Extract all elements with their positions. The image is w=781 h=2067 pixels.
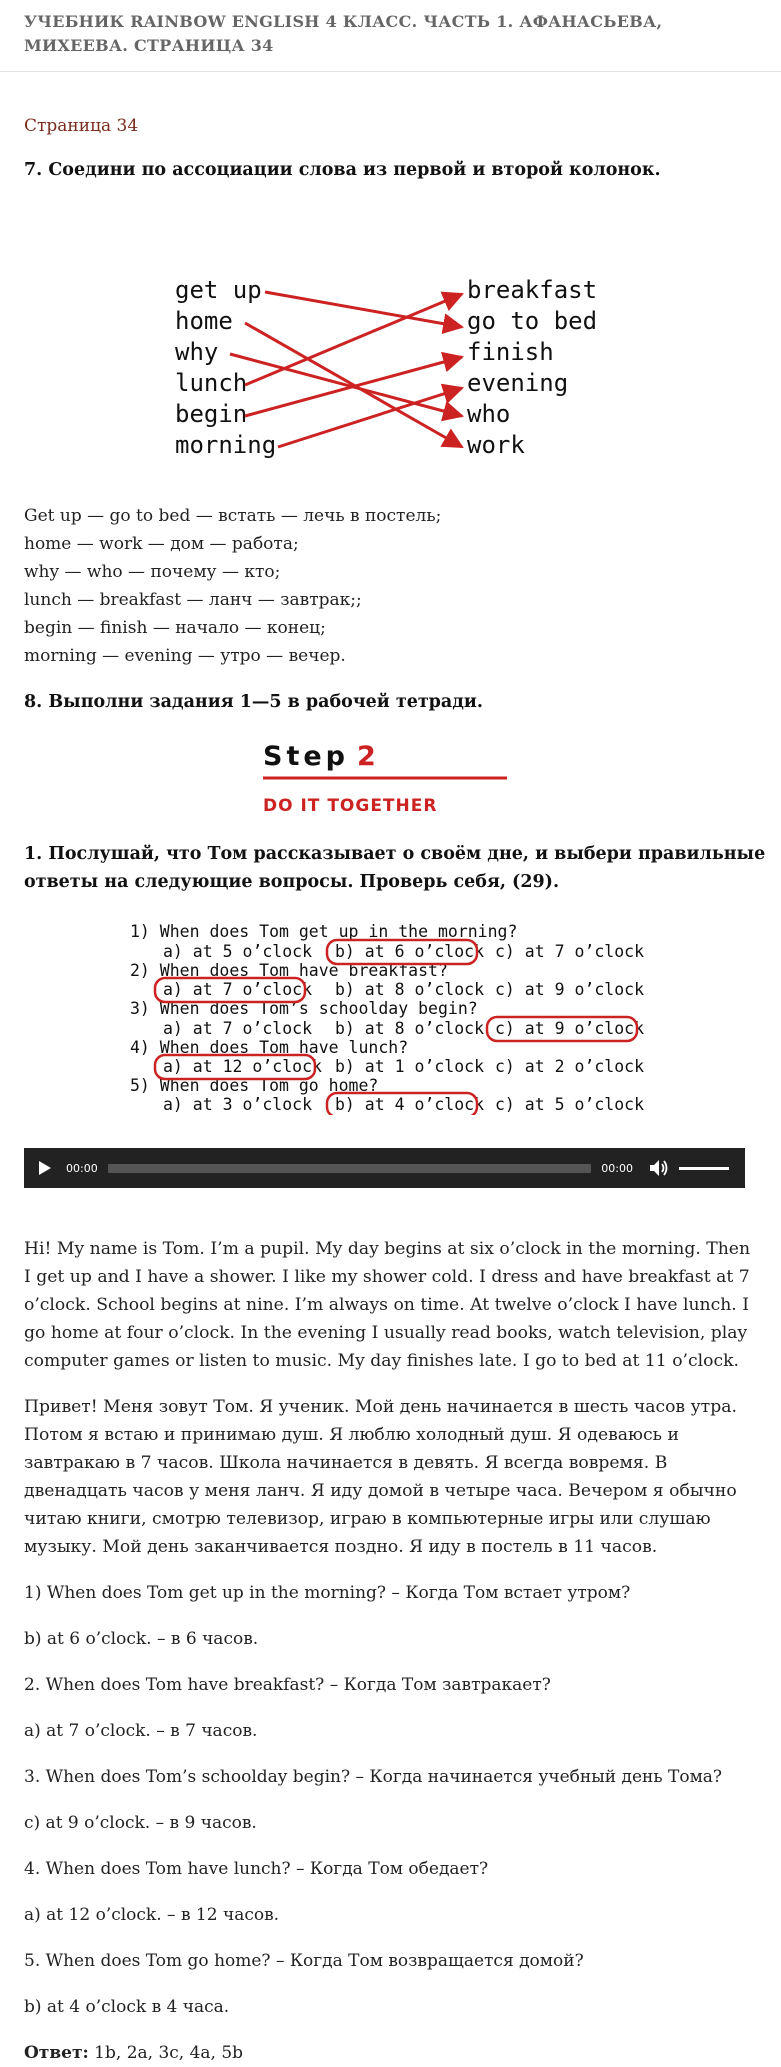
step-subtitle: DO IT TOGETHER xyxy=(263,796,438,816)
play-button[interactable] xyxy=(34,1157,56,1179)
q5-option-a: a) at 3 o’clock xyxy=(163,1095,313,1114)
right-word-4: evening xyxy=(467,369,569,397)
play-icon xyxy=(38,1160,52,1176)
task8-title: 8. Выполни задания 1—5 в рабочей тетради. xyxy=(24,692,483,712)
current-time: 00:00 xyxy=(66,1161,98,1175)
right-word-2: go to bed xyxy=(467,307,598,335)
q4-option-b: b) at 1 o’clock xyxy=(335,1057,485,1076)
qa-line-2: b) at 6 o’clock. – в 6 часов. xyxy=(24,1629,259,1649)
assoc-answer-3: why — who — почему — кто; xyxy=(24,562,281,582)
q5-option-b: b) at 4 o’clock xyxy=(335,1095,485,1114)
step-word: Step xyxy=(263,741,349,772)
task1-title-line1: 1. Послушай, что Том рассказывает о своём дне, и выбери правильные xyxy=(24,844,766,864)
volume-icon[interactable] xyxy=(649,1157,671,1179)
assoc-answer-4: lunch — breakfast — ланч — завтрак;; xyxy=(24,590,362,610)
qa-line-5: 3. When does Tom’s schoolday begin? – Когда начинается учебный день Тома? xyxy=(24,1767,723,1787)
answer-value: 1b, 2a, 3c, 4a, 5b xyxy=(88,2043,244,2063)
right-word-3: finish xyxy=(467,338,554,366)
audio-player xyxy=(24,1148,745,1188)
story-russian: Привет! Меня зовут Том. Я ученик. Мой день начинается в шесть часов утра. Потом я встаю и принимаю душ. Я люблю холодный душ. Я одеваюсь и завтракаю в 7 часов. Школа начинается в девять. Я всегда вовремя. В двенадцать часов у меня ланч. Я иду домой в четыре часа. Вечером я обычно читаю книги, смотрю телевизор, играю в компьютерные игры или слушаю музыку. Мой день заканчивается поздно. Я иду в постель в 11 часов. xyxy=(24,1397,737,1557)
question-5: 5) When does Tom go home? xyxy=(130,1076,379,1095)
q2-option-c: c) at 9 o’clock xyxy=(495,980,645,999)
left-word-1: get up xyxy=(175,276,262,304)
right-word-5: who xyxy=(467,400,511,428)
qa-line-6: c) at 9 o’clock. – в 9 часов. xyxy=(24,1813,257,1833)
question-4: 4) When does Tom have lunch? xyxy=(130,1038,409,1057)
left-word-3: why xyxy=(175,338,219,366)
qa-line-7: 4. When does Tom have lunch? – Когда Том обедает? xyxy=(24,1859,489,1879)
q4-option-a: a) at 12 o’clock xyxy=(163,1057,322,1076)
q1-option-c: c) at 7 o’clock xyxy=(495,942,645,961)
page-header xyxy=(0,0,781,72)
q5-option-c: c) at 5 o’clock xyxy=(495,1095,645,1114)
left-word-2: home xyxy=(175,307,233,335)
right-word-1: breakfast xyxy=(467,276,598,304)
story-english: Hi! My name is Tom. I’m a pupil. My day begins at six o’clock in the morning. Then I get up and I have a shower. I like my shower cold. I dress and have breakfast at 7 o’clock. School begins at nine. I’m always on time. At twelve o’clock I have lunch. I go home at four o’clock. In the evening I usually read books, watch television, play computer games or listen to music. My day finishes late. I go to bed at 11 o’clock. xyxy=(24,1239,751,1371)
q2-option-a: a) at 7 o’clock xyxy=(163,980,313,999)
qa-line-4: a) at 7 o’clock. – в 7 часов. xyxy=(24,1721,258,1741)
left-word-5: begin xyxy=(175,400,248,428)
step-number: 2 xyxy=(357,741,376,772)
q1-option-b: b) at 6 o’clock xyxy=(335,942,485,961)
page-label: Страница 34 xyxy=(24,116,139,136)
volume-slider[interactable] xyxy=(679,1167,729,1170)
exercise-block xyxy=(125,915,645,1115)
question-2: 2) When does Tom have breakfast? xyxy=(130,961,448,980)
step-banner xyxy=(260,732,520,820)
arrow-why-who xyxy=(230,354,462,416)
assoc-answer-1: Get up — go to bed — встать — лечь в постель; xyxy=(24,506,442,526)
qa-line-3: 2. When does Tom have breakfast? – Когда Том завтракает? xyxy=(24,1675,551,1695)
left-word-4: lunch xyxy=(175,369,248,397)
assoc-answer-6: morning — evening — утро — вечер. xyxy=(24,646,346,666)
qa-line-1: 1) When does Tom get up in the morning? – Когда Том встает утром? xyxy=(24,1583,631,1603)
q2-option-b: b) at 8 o’clock xyxy=(335,980,485,999)
question-1: 1) When does Tom get up in the morning? xyxy=(130,922,518,941)
q1-option-a: a) at 5 o’clock xyxy=(163,942,313,961)
header-title: УЧЕБНИК RAINBOW ENGLISH 4 КЛАСС. ЧАСТЬ 1. АФАНАСЬЕВА, МИХЕЕВА. СТРАНИЦА 34 xyxy=(24,12,663,55)
final-answer xyxy=(24,2039,243,2067)
q3-option-c: c) at 9 o’clock xyxy=(495,1019,645,1038)
arrow-morning-evening xyxy=(278,388,462,447)
answer-label: Ответ: xyxy=(24,2043,89,2063)
q3-option-b: b) at 8 o’clock xyxy=(335,1019,485,1038)
assoc-answer-5: begin — finish — начало — конец; xyxy=(24,618,326,638)
q3-option-a: a) at 7 o’clock xyxy=(163,1019,313,1038)
question-3: 3) When does Tom’s schoolday begin? xyxy=(130,999,478,1018)
q4-option-c: c) at 2 o’clock xyxy=(495,1057,645,1076)
task1-title-line2: ответы на следующие вопросы. Проверь себя, (29). xyxy=(24,872,560,892)
progress-track[interactable] xyxy=(108,1164,592,1173)
arrow-getup-gotobed xyxy=(265,292,462,327)
right-word-6: work xyxy=(467,431,525,459)
task7-title: 7. Соедини по ассоциации слова из первой и второй колонок. xyxy=(24,160,661,180)
assoc-answer-2: home — work — дом — работа; xyxy=(24,534,299,554)
left-word-6: morning xyxy=(175,431,277,459)
qa-line-9: 5. When does Tom go home? – Когда Том возвращается домой? xyxy=(24,1951,584,1971)
matching-figure xyxy=(160,197,600,477)
qa-line-10: b) at 4 o’clock в 4 часа. xyxy=(24,1997,230,2017)
qa-line-8: a) at 12 o’clock. – в 12 часов. xyxy=(24,1905,280,1925)
duration-time: 00:00 xyxy=(601,1161,633,1175)
